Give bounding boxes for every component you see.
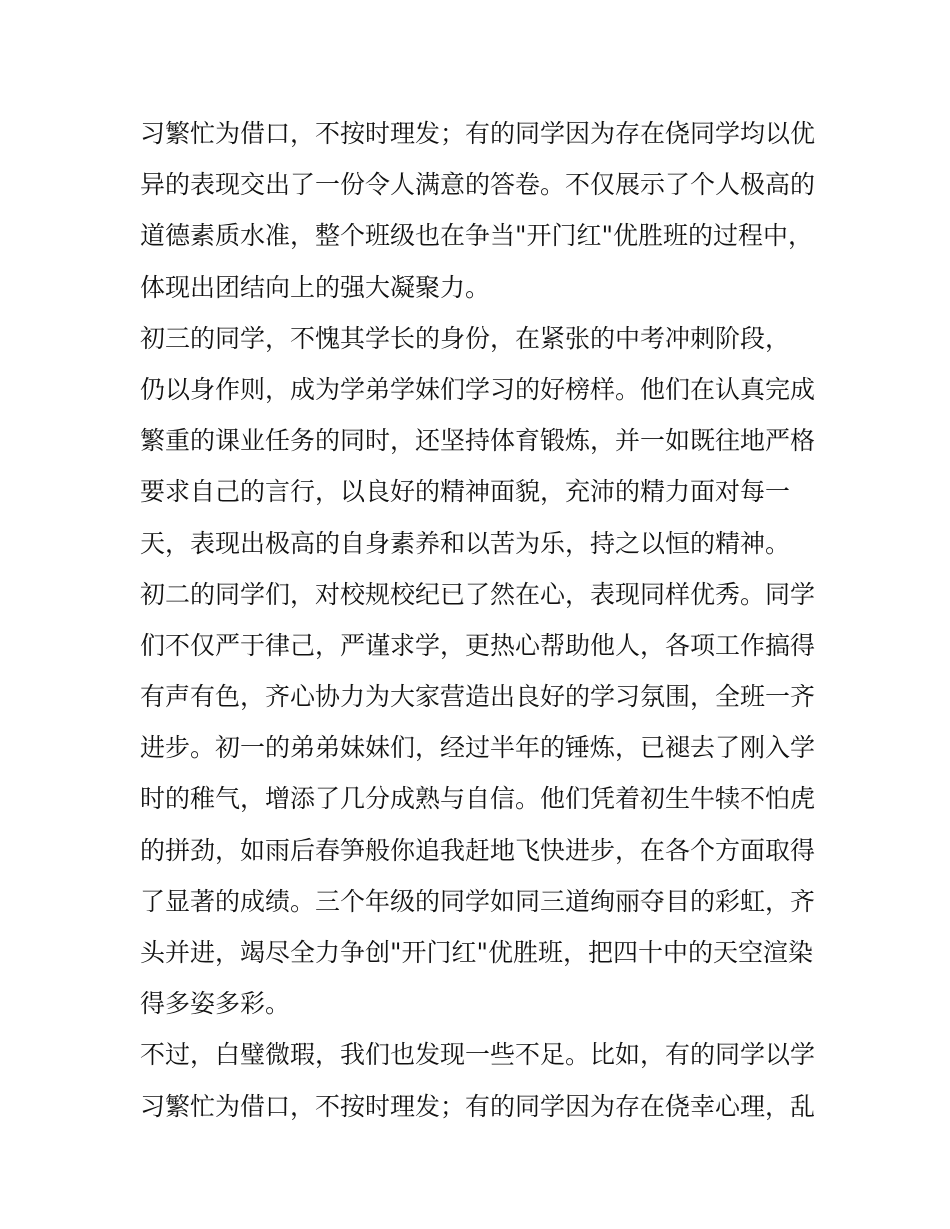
text-line: 时的稚气，增添了几分成熟与自信。他们凭着初生牛犊不怕虎 [140, 784, 816, 814]
text-line: 道德素质水准，整个班级也在争当"开门红"优胜班的过程中， [140, 221, 814, 251]
text-line: 得多姿多彩。 [140, 989, 291, 1019]
text-line: 体现出团结向上的强大凝聚力。 [140, 272, 491, 302]
text-line: 不过，白璧微瑕，我们也发现一些不足。比如，有的同学以学 [140, 1040, 816, 1070]
text-line: 有声有色，齐心协力为大家营造出良好的学习氛围，全班一齐 [140, 682, 816, 712]
text-line: 要求自己的言行，以良好的精神面貌，充沛的精力面对每一 [140, 477, 791, 507]
text-line: 们不仅严于律己，严谨求学，更热心帮助他人，各项工作搞得 [140, 630, 816, 660]
text-line: 初三的同学，不愧其学长的身份，在紧张的中考冲刺阶段， [140, 323, 791, 353]
text-line: 异的表现交出了一份令人满意的答卷。不仅展示了个人极高的 [140, 170, 816, 200]
text-line: 繁重的课业任务的同时，还坚持体育锻炼，并一如既往地严格 [140, 426, 816, 456]
text-line: 习繁忙为借口，不按时理发；有的同学因为存在侥幸心理，乱 [140, 1091, 816, 1121]
text-line: 天，表现出极高的自身素养和以苦为乐，持之以恒的精神。 [140, 528, 791, 558]
text-line: 仍以身作则，成为学弟学妹们学习的好榜样。他们在认真完成 [140, 374, 816, 404]
text-line: 进步。初一的弟弟妹妹们，经过半年的锤炼，已褪去了刚入学 [140, 733, 816, 763]
text-line: 初二的同学们，对校规校纪已了然在心，表现同样优秀。同学 [140, 579, 816, 609]
text-line: 了显著的成绩。三个年级的同学如同三道绚丽夺目的彩虹，齐 [140, 886, 816, 916]
text-line: 的拼劲，如雨后春笋般你追我赶地飞快进步，在各个方面取得 [140, 835, 816, 865]
document-body [140, 108, 820, 1132]
text-line: 头并进，竭尽全力争创"开门红"优胜班，把四十中的天空渲染 [140, 938, 814, 967]
text-line: 习繁忙为借口，不按时理发；有的同学因为存在侥同学均以优 [140, 119, 816, 148]
